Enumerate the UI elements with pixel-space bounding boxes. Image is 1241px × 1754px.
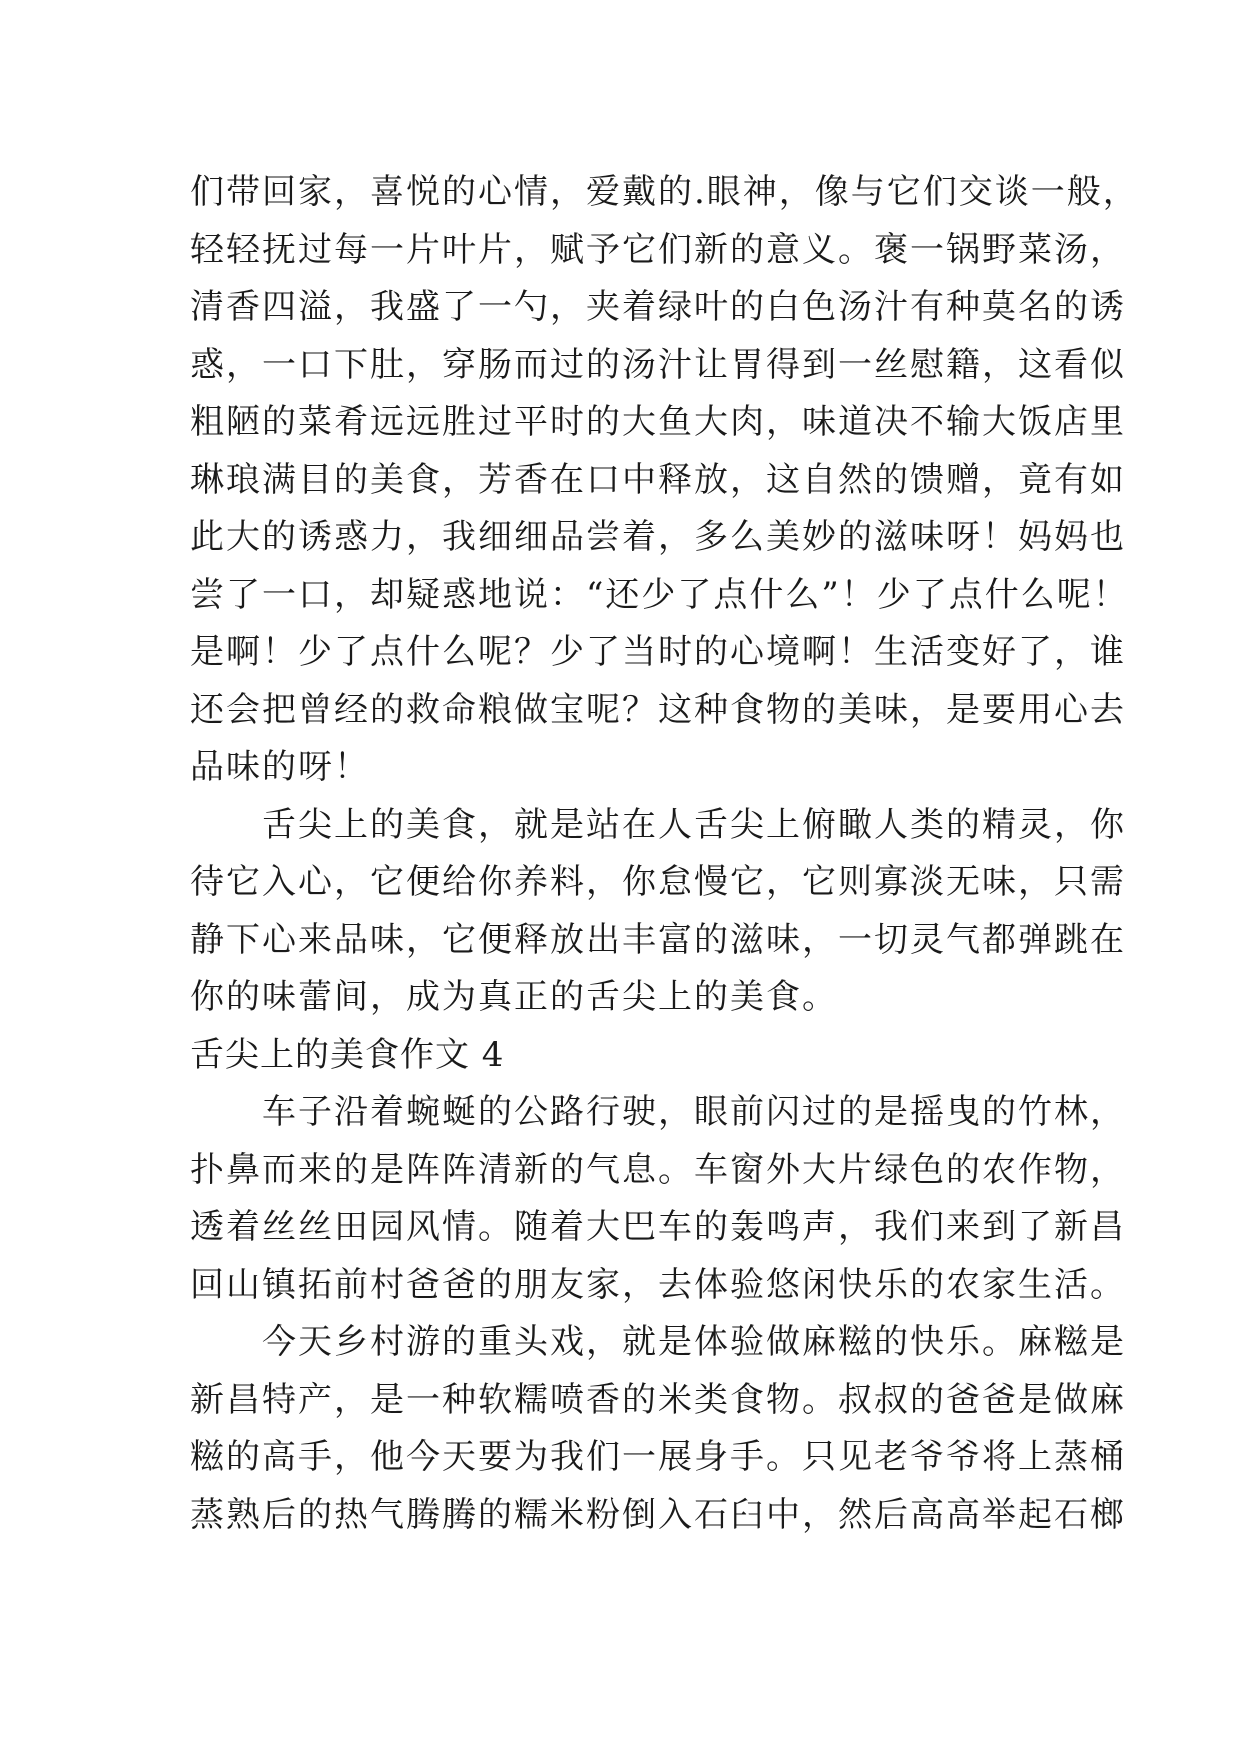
text-line: 们带回家，喜悦的心情，爱戴的.眼神，像与它们交谈一般，: [190, 172, 1139, 212]
text-line: 惑，一口下肚，穿肠而过的汤汁让胃得到一丝慰籍，这看似: [190, 344, 1126, 385]
text-line: 扑鼻而来的是阵阵清新的气息。车窗外大片绿色的农作物，: [190, 1149, 1126, 1190]
section-heading: 舌尖上的美食作文 4: [190, 1034, 505, 1075]
text-line: 蒸熟后的热气腾腾的糯米粉倒入石臼中，然后高高举起石榔: [190, 1494, 1126, 1535]
text-line: 新昌特产，是一种软糯喷香的米类食物。叔叔的爸爸是做麻: [190, 1379, 1126, 1420]
text-line: 糍的高手，他今天要为我们一展身手。只见老爷爷将上蒸桶: [190, 1437, 1126, 1477]
text-line: 待它入心，它便给你养料，你怠慢它，它则寡淡无味，只需: [190, 862, 1126, 902]
text-line: 是啊！少了点什么呢？少了当时的心境啊！生活变好了，谁: [190, 632, 1126, 672]
text-line: 此大的诱惑力，我细细品尝着，多么美妙的滋味呀！妈妈也: [190, 517, 1126, 557]
document-body: [190, 164, 1139, 1544]
text-line: 回山镇拓前村爸爸的朋友家，去体验悠闲快乐的农家生活。: [190, 1264, 1126, 1305]
text-line: 粗陋的菜肴远远胜过平时的大鱼大肉，味道决不输大饭店里: [190, 402, 1126, 442]
text-line: 尝了一口，却疑惑地说：“还少了点什么”！少了点什么呢！: [190, 574, 1129, 615]
text-line: 品味的呀！: [190, 747, 370, 787]
text-line: 透着丝丝田园风情。随着大巴车的轰鸣声，我们来到了新昌: [190, 1207, 1126, 1247]
text-line: 今天乡村游的重头戏，就是体验做麻糍的快乐。麻糍是: [190, 1322, 1126, 1362]
text-line: 清香四溢，我盛了一勺，夹着绿叶的白色汤汁有种莫名的诱: [190, 287, 1126, 327]
text-line: 静下心来品味，它便释放出丰富的滋味，一切灵气都弹跳在: [190, 919, 1126, 960]
text-line: 舌尖上的美食，就是站在人舌尖上俯瞰人类的精灵，你: [190, 804, 1126, 845]
text-line: 你的味蕾间，成为真正的舌尖上的美食。: [190, 977, 838, 1017]
text-line: 轻轻抚过每一片叶片，赋予它们新的意义。褒一锅野菜汤，: [190, 229, 1126, 270]
text-line: 车子沿着蜿蜒的公路行驶，眼前闪过的是摇曳的竹林，: [190, 1092, 1126, 1132]
text-line: 琳琅满目的美食，芳香在口中释放，这自然的馈赠，竟有如: [190, 459, 1126, 500]
text-line: 还会把曾经的救命粮做宝呢？这种食物的美味，是要用心去: [190, 689, 1126, 730]
